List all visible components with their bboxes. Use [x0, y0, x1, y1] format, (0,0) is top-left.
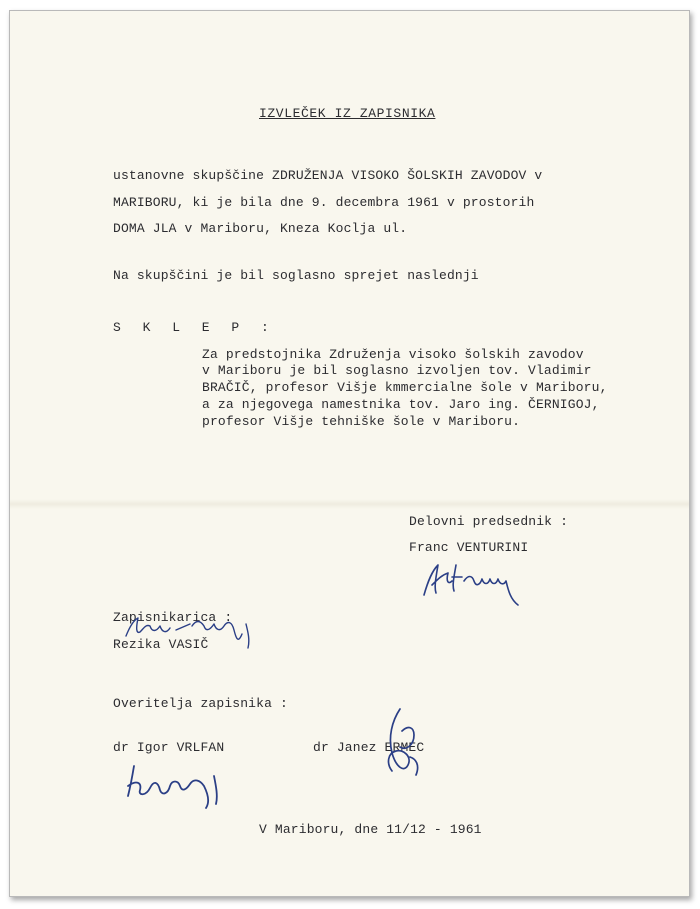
verifier-first-name: dr Igor VRLFAN	[113, 740, 225, 755]
decision-line: BRAČIČ, profesor Višje kmmercialne šole v Mariboru,	[202, 380, 608, 395]
decision-line: profesor Višje tehniške šole v Mariboru.	[202, 414, 521, 429]
paper-fold-crease	[10, 499, 689, 509]
intro-line: MARIBORU, ki je bila dne 9. decembra 1961 v prostorih	[113, 195, 535, 210]
decision-line: v Mariboru je bil soglasno izvoljen tov. Vladimir	[202, 363, 592, 378]
recorder-signature	[120, 606, 270, 656]
intro-line: DOMA JLA v Mariboru, Kneza Koclja ul.	[113, 221, 408, 236]
recorder-role: Zapisnikarica :	[113, 610, 233, 625]
chairman-role: Delovni predsednik :	[409, 514, 569, 529]
chairman-name: Franc VENTURINI	[409, 540, 529, 555]
verifiers-label: Overitelja zapisnika :	[113, 696, 288, 711]
place-and-date: V Mariboru, dne 11/12 - 1961	[259, 822, 482, 837]
intro-line: ustanovne skupščine ZDRUŽENJA VISOKO ŠOLSKIH ZAVODOV v	[113, 168, 543, 183]
recorder-name: Rezika VASIČ	[113, 637, 209, 652]
verifier-second-name: dr Janez ERMEC	[313, 740, 425, 755]
decision-line: Za predstojnika Združenja visoko šolskih zavodov	[202, 347, 584, 362]
chairman-signature	[418, 551, 528, 611]
decision-line: a za njegovega namestnika tov. Jaro ing. ČERNIGOJ,	[202, 397, 600, 412]
document-page	[9, 10, 690, 897]
document-title: IZVLEČEK IZ ZAPISNIKA	[259, 106, 436, 121]
decision-label: S K L E P :	[113, 320, 276, 335]
verifier-first-signature	[120, 756, 230, 811]
verifier-second-signature	[370, 701, 430, 786]
assembly-statement: Na skupščini je bil soglasno sprejet naslednji	[113, 268, 479, 283]
